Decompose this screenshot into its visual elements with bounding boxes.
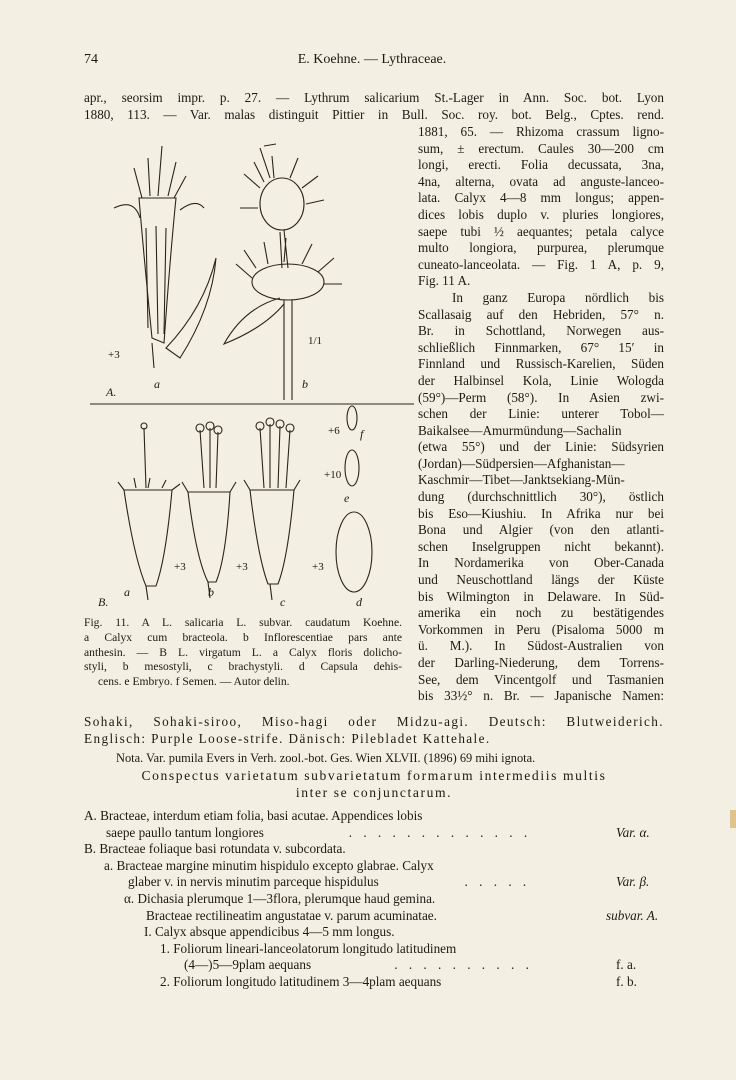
key-line: Bracteae rectilineatim angustatae v. parum acuminatae. [146,907,437,923]
page-number: 74 [84,52,98,67]
intro-line: 1880, 113. — Var. malas distinguit Pittier in Bull. Soc. roy. bot. Belg., Cptes. rend. [84,106,664,122]
text-line: Scallasaig auf den Hebriden, 57° n. [418,306,664,322]
text-line: schen der Linie: unterer Tobol— [418,406,664,422]
text-line: (59°)—Perm (58°). In Asien zwi- [418,389,664,405]
key-dots: . . . . . . . . . . . . . [348,824,532,840]
figure-label-B: B. [98,595,109,609]
text-line: Kaschmir—Tibet—Janktsekiang-Mün- [418,472,625,488]
key-line: a. Bracteae margine minutim hispidulo excepto glabrae. Calyx [104,857,434,873]
intro-text [84,90,664,123]
nota-text: Nota. Var. pumila Evers in Verh. zool.-bot. Ges. Wien XLVII. (1896) 69 mihi ignota. [116,751,536,765]
caption-line: a Calyx cum bracteola. b Inflorescentiae pars ante [84,630,402,644]
caption-line: cens. e Embryo. f Semen. — Autor delin. [98,675,290,689]
nota [84,750,664,767]
conspectus-title [84,768,664,801]
running-head: E. Koehne. — Lythraceae. [297,52,447,67]
figure-B-b-calyx [182,422,236,598]
key-line: α. Dichasia plerumque 1—3flora, plerumque haud gemina. [124,890,436,906]
figure-mag-f: +6 [328,425,340,437]
text-line: (Jordan)—Südpersien—Afghanistan— [418,455,625,471]
text-line: und Neuschottland längs der Küste [418,572,664,588]
text-line: multo longiora, purpurea, plerumque [418,240,664,256]
figure-B-c-calyx [244,418,300,600]
text-line: ü. M.). In Südost-Australien von [418,638,664,654]
key-line: B. Bracteae foliaque basi rotundata v. subcordata. [84,841,346,857]
intro-line: apr., seorsim impr. p. 27. — Lythrum salicarium St.-Lager in Ann. Soc. bot. Lyon [84,90,664,105]
key-result: Var. β. [616,874,650,890]
page-header [80,52,664,72]
figure-11 [84,138,414,614]
figure-label-Ba: a [124,585,130,599]
figure-d-capsule [336,512,372,592]
figure-label-Bc: c [280,595,286,609]
figure-caption [84,616,402,690]
text-line: cuneato-lanceolata. — Fig. 1 A, p. 9, [418,256,664,272]
key-result: subvar. A. [606,907,659,923]
caption-line: Fig. 11. A L. salicaria L. subvar. caudatum Koehne. [84,616,402,629]
vernacular-names [84,714,664,747]
identification-key [84,808,664,991]
text-line: (etwa 55°) und der Linie: Südsyrien [418,439,664,455]
key-line: (4—)5—9plam aequans [184,957,312,973]
text-line: lata. Calyx 4—8 mm longus; appen- [418,190,664,206]
figure-label-e: e [344,491,350,505]
figure-B-a-calyx [118,423,180,600]
text-line: Br. in Schottland, Norwegen aus- [418,323,664,339]
key-result: f. a. [616,957,637,973]
figure-mag-Ba: +3 [174,561,186,573]
right-column-text [418,124,664,705]
text-line: Sohaki, Sohaki-siroo, Miso-hagi oder Midzu-agi. Deutsch: Blutweiderich. [84,714,664,729]
text-line: Baikalsee—Amurmündung—Sachalin [418,422,622,438]
text-line: saepe tubi ½ aequantes; petala calyce [418,223,664,239]
figure-label-Bd: d [356,595,362,609]
key-line: saepe paullo tantum longiores [106,824,264,840]
key-line: 1. Foliorum lineari-lanceolatorum longitudo latitudinem [160,940,457,956]
figure-mag-a: +3 [108,349,120,361]
paper-stain [730,810,736,828]
figure-mag-b: 1/1 [308,335,323,347]
figure-11-drawing [84,138,414,614]
text-line: In ganz Europa nördlich bis [452,289,664,305]
text-line: dung (durchschnittlich 30°), östlich [418,489,664,505]
figure-label-a: a [154,377,160,391]
text-line: Finnland und Russisch-Karelien, Süden [418,356,664,372]
caption-line: styli, b mesostyli, c brachystyli. d Capsula dehis- [84,660,402,674]
key-line: I. Calyx absque appendicibus 4—5 mm longus. [144,924,395,940]
text-line: 1881, 65. — Rhizoma crassum ligno- [418,124,664,139]
key-row [84,874,664,891]
figure-mag-e: +10 [324,469,342,481]
text-line: 4na, alterna, ovata ad anguste-lanceo- [418,173,664,189]
figure-label-A: A. [106,385,117,399]
text-line: Englisch: Purple Loose-strife. Dänisch: Pilebladet Kattehale. [84,730,491,746]
key-result: Var. α. [616,824,650,840]
text-line: longi, erecti. Folia decussata, 3na, [418,157,664,173]
figure-b-inflorescence [224,144,342,400]
text-line: dices lobis duplo v. pluries longiores, [418,206,664,222]
text-line: Vorkommen in Peru (Pisaloma 5000 m [418,621,664,637]
key-row [84,825,664,842]
conspectus-title-line: inter se conjunctarum. [295,784,453,800]
conspectus-title-line: Conspectus varietatum subvarietatum formarum intermediis multis [141,768,607,783]
figure-label-b: b [302,377,308,391]
figure-mag-Bc: +3 [312,561,324,573]
text-line: bis Eso—Kiushiu. In Afrika nur bei [418,505,664,521]
figure-f-seed [347,406,357,430]
text-line: bis Wilmington in Delaware. In Süd- [418,588,664,604]
key-line: A. Bracteae, interdum etiam folia, basi acutae. Appendices lobis [84,808,423,823]
text-line: Fig. 11 A. [418,273,471,289]
figure-label-Bb: b [208,585,214,599]
text-line: der Halbinsel Kola, Linie Wologda [418,372,664,388]
caption-line: anthesin. — B L. virgatum L. a Calyx floris dolicho- [84,645,402,659]
figure-label-f: f [360,427,364,441]
text-line: sum, ± erectum. Caules 30—200 cm [418,140,664,156]
text-line: amerika ein noch zu bestätigendes [418,605,664,621]
key-row [84,908,664,925]
text-line: bis 33½° n. Br. — Japanische Namen: [418,688,664,704]
key-line: glaber v. in nervis minutim parceque hispidulus [128,874,379,890]
figure-a-calyx [114,146,216,368]
text-line: In Nordamerika von Ober-Canada [418,555,664,571]
text-line: Bona und Algier (von den atlanti- [418,522,664,538]
text-line: schen Inselgruppen nicht bekannt). [418,538,664,554]
key-line: 2. Foliorum longitudo latitudinem 3—4plam aequans [160,973,442,989]
key-result: f. b. [616,973,637,989]
text-line: See, dem Vincentgolf und Tasmanien [418,671,664,687]
figure-mag-Bb: +3 [236,561,248,573]
key-dots: . . . . . [464,874,531,890]
text-line: schließlich Finnmarken, 67° 15′ in [418,339,664,355]
figure-e-embryo [345,450,359,486]
text-line: der Darling-Niederung, dem Torrens- [418,655,664,670]
key-row [84,957,664,974]
key-dots: . . . . . . . . . . [394,957,533,973]
key-row [84,974,664,991]
